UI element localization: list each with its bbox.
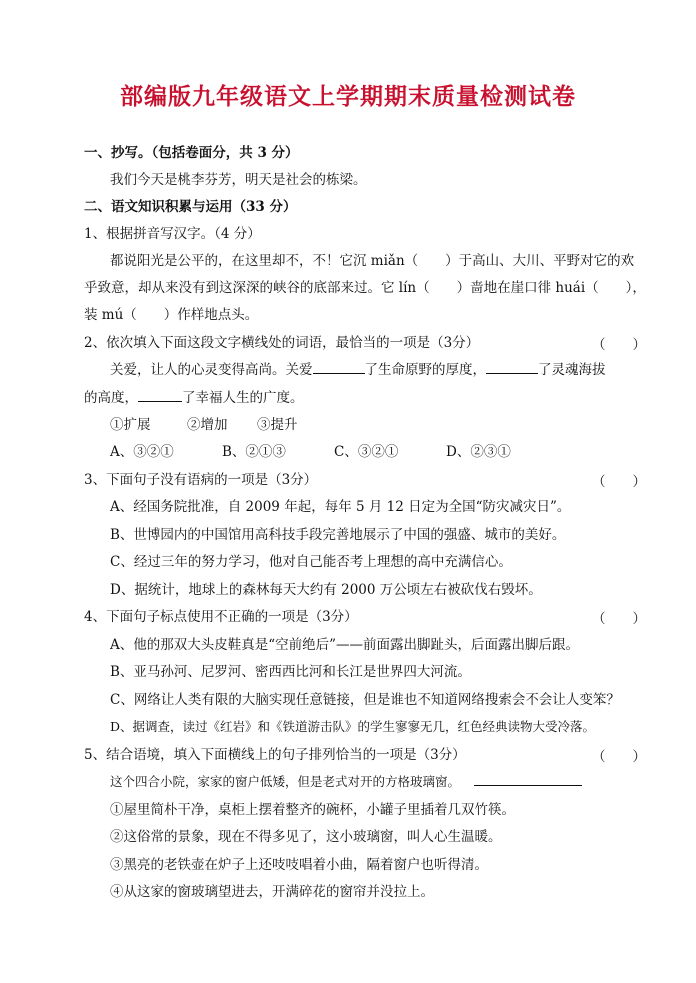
- q3-option-b[interactable]: B、世博园内的中国馆用高科技手段完善地展示了中国的强盛、城市的美好。: [110, 527, 566, 543]
- q2-stem: 2、依次填入下面这段文字横线处的词语，最恰当的一项是（3分）: [84, 335, 480, 351]
- q2-blank-3[interactable]: [138, 401, 182, 402]
- q5-sentence-4: ④从这家的窗玻璃望进去，开满碎花的窗帘并没拉上。: [110, 884, 434, 900]
- q4-stem: 4、下面句子标点使用不正确的一项是（3分）: [84, 609, 358, 625]
- q2-blank-1[interactable]: [313, 373, 365, 374]
- q4-option-c[interactable]: C、网络让人类有限的大脑实现任意链接，但是谁也不知道网络搜索会不会让人变笨？: [110, 692, 620, 708]
- q2-option-d[interactable]: D、②③①: [446, 444, 511, 460]
- q3-option-a[interactable]: A、经国务院批准，自 2009 年起，每年 5 月 12 日定为全国“防灾减灾日”。: [110, 499, 571, 515]
- q2-word-2: ②增加: [187, 417, 228, 433]
- q2-word-1: ①扩展: [110, 417, 151, 433]
- q2-passage-line-2: [84, 388, 304, 408]
- q1-line-2: 乎致意，却从来没有到这深深的峡谷的底部来过。它 lín（ ）啬地在崖口徘 huái（ ），: [84, 280, 646, 296]
- q2-option-a[interactable]: A、③②①: [110, 444, 174, 460]
- q2-passage-d: 的高度，: [84, 390, 138, 406]
- q4-answer-paren[interactable]: （ ）: [592, 611, 646, 627]
- q2-options: [110, 442, 511, 462]
- q1-line-1: 都说阳光是公平的，在这里却不，不！它沉 miǎn（ ）于高山、大川、平野对它的欢: [110, 253, 635, 269]
- q4-option-b[interactable]: B、亚马孙河、尼罗河、密西西比河和长江是世界四大河流。: [110, 664, 471, 680]
- q2-passage-a: 关爱，让人的心灵变得高尚。关爱: [110, 362, 313, 378]
- q2-word-3: ③提升: [257, 417, 298, 433]
- q3-option-c[interactable]: C、经过三年的努力学习，他对自己能否考上理想的高中充满信心。: [110, 554, 512, 570]
- page-title: 部编版九年级语文上学期期末质量检测试卷: [120, 84, 576, 110]
- q3-answer-paren[interactable]: （ ）: [592, 474, 646, 490]
- section-1-heading: 一、抄写。（包括卷面分，共 3 分）: [84, 145, 299, 161]
- q2-option-b[interactable]: B、②①③: [222, 444, 286, 460]
- q3-option-d[interactable]: D、据统计，地球上的森林每天大约有 2000 万公顷左右被砍伐右毁坏。: [110, 582, 542, 598]
- q2-word-list: [110, 415, 298, 435]
- q5-answer-paren[interactable]: （ ）: [592, 749, 646, 765]
- q2-blank-2[interactable]: [486, 373, 538, 374]
- q1-line-3: 装 mú（ ）作样地点头。: [84, 307, 259, 323]
- copy-text: 我们今天是桃李芬芳，明天是社会的栋梁。: [110, 172, 367, 188]
- q5-context: [110, 772, 582, 792]
- q2-option-c[interactable]: C、③②①: [334, 444, 399, 460]
- section-2-heading: 二、语文知识积累与运用（33 分）: [84, 199, 297, 215]
- q5-sentence-3: ③黑亮的老铁壶在炉子上还吱吱唱着小曲，隔着窗户也听得清。: [110, 857, 488, 873]
- q5-context-text: 这个四合小院，家家的窗户低矮，但是老式对开的方格玻璃窗。: [110, 774, 461, 789]
- q5-sentence-1: ①屋里简朴干净，桌柜上摆着整齐的碗杯，小罐子里插着几双竹筷。: [110, 802, 515, 818]
- q4-option-d[interactable]: D、据调查，读过《红岩》和《铁道游击队》的学生寥寥无几，红色经典读物大受冷落。: [110, 719, 596, 734]
- q2-passage-line-1: [110, 360, 606, 380]
- q3-stem: 3、下面句子没有语病的一项是（3分）: [84, 472, 318, 488]
- q4-option-a[interactable]: A、他的那双大头皮鞋真是“空前绝后”——前面露出脚趾头，后面露出脚后跟。: [110, 637, 580, 653]
- q1-stem: 1、根据拼音写汉字。（4 分）: [84, 226, 261, 242]
- q2-passage-e: 了幸福人生的广度。: [182, 390, 304, 406]
- q5-sentence-2: ②这俗常的景象，现在不得多见了，这小玻璃窗，叫人心生温暖。: [110, 829, 502, 845]
- q5-stem: 5、结合语境，填入下面横线上的句子排列恰当的一项是（3分）: [84, 747, 466, 763]
- q2-passage-b: 了生命原野的厚度，: [364, 362, 486, 378]
- q2-passage-c: 了灵魂海拔: [538, 362, 606, 378]
- q2-answer-paren[interactable]: （ ）: [592, 337, 646, 353]
- q5-blank[interactable]: [474, 785, 582, 786]
